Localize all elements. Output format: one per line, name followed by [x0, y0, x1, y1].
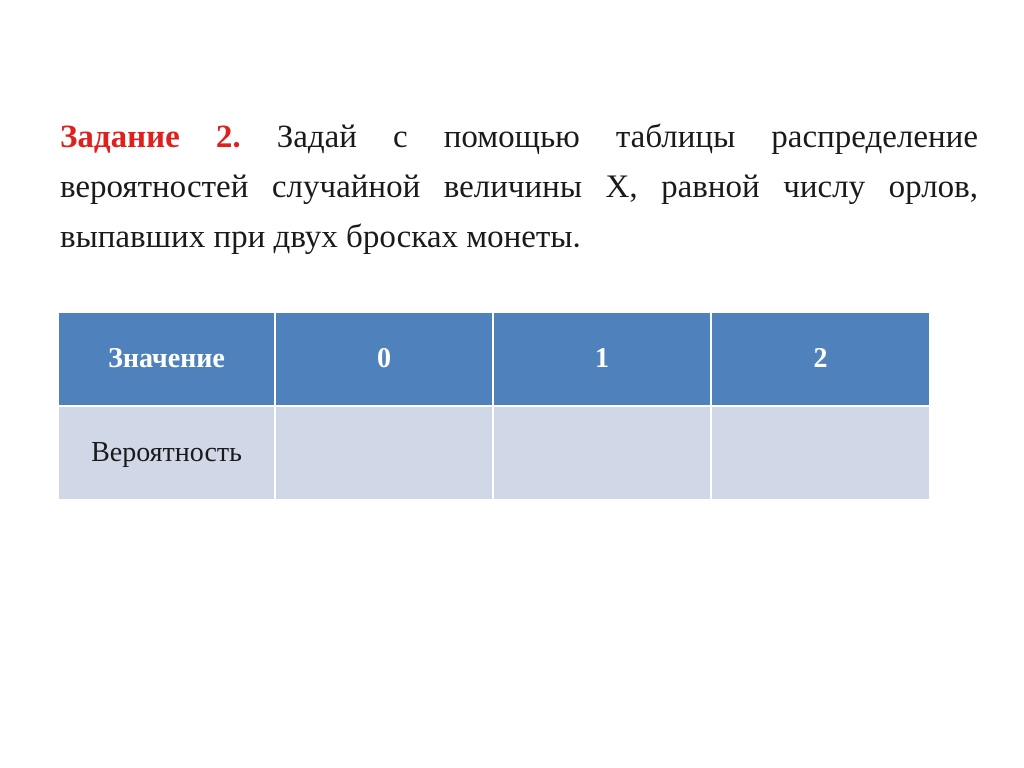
probability-cell-0 — [275, 406, 493, 499]
task-text: Задай с помощью таблицы распределение вероятностей случайной величины X, равной числу орлов, выпавших при двух бросках монеты. — [60, 119, 978, 255]
distribution-table — [57, 313, 929, 499]
header-cell-2: 2 — [711, 313, 929, 406]
task-paragraph — [60, 112, 978, 262]
header-cell-0: 0 — [275, 313, 493, 406]
table-row — [58, 406, 929, 499]
table-header-row — [58, 313, 929, 406]
probability-cell-2 — [711, 406, 929, 499]
row-label-probability: Вероятность — [58, 406, 275, 499]
header-cell-value: Значение — [58, 313, 275, 406]
task-label: Задание 2. — [60, 119, 241, 155]
probability-cell-1 — [493, 406, 711, 499]
header-cell-1: 1 — [493, 313, 711, 406]
